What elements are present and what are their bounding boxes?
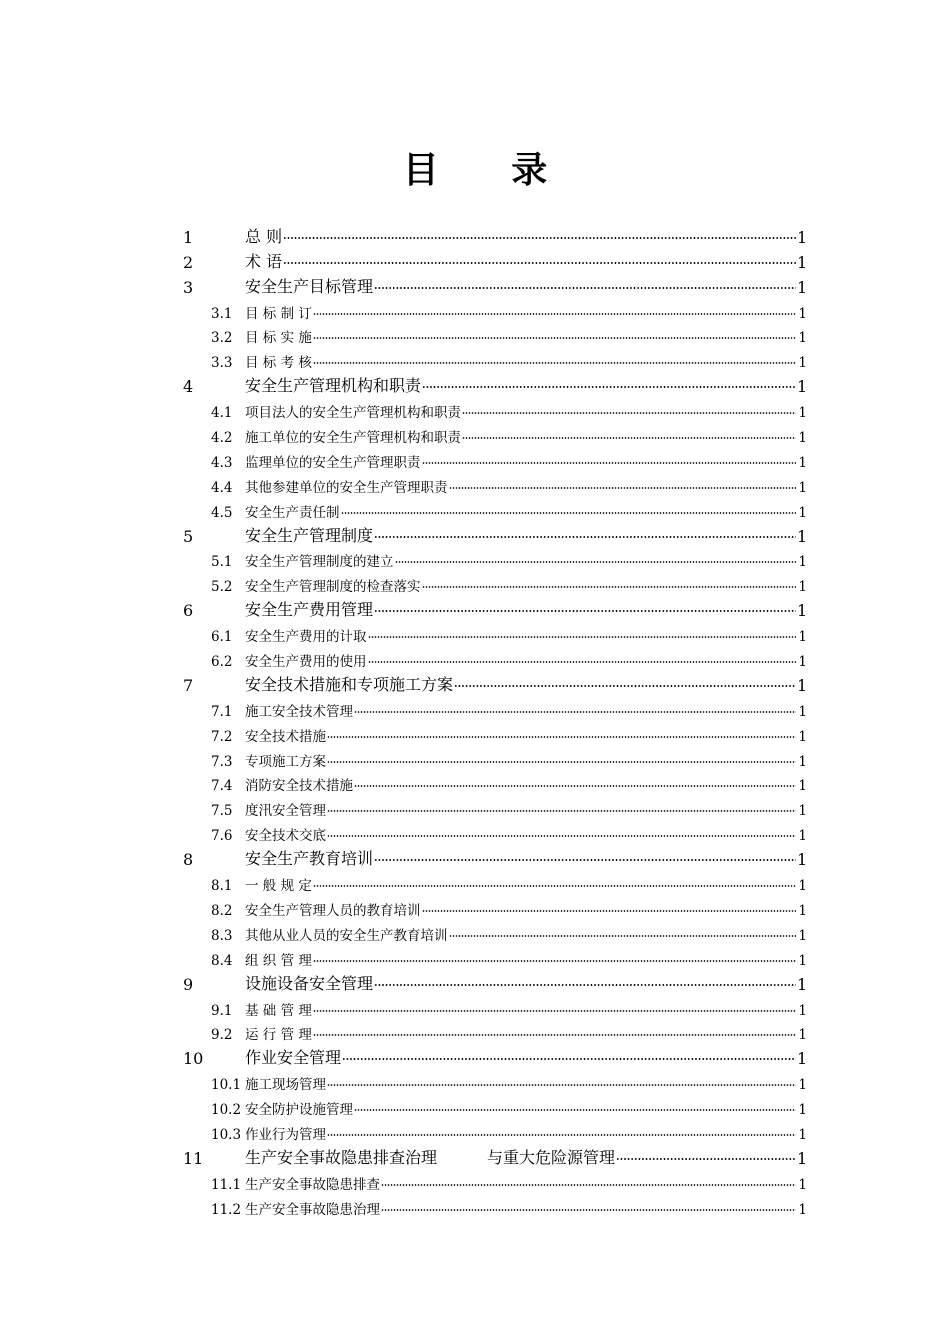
toc-entry-title-text: 安全生产管理人员的教育培训 xyxy=(245,902,421,919)
dot-leader xyxy=(449,933,797,939)
toc-entry-page-number: 1 xyxy=(798,355,807,372)
toc-entry-page-number: 1 xyxy=(798,405,807,422)
toc-entry-chapter[interactable] xyxy=(183,222,807,247)
toc-entry-title xyxy=(245,750,326,770)
toc-entry-title-text: 安全生产费用管理 xyxy=(245,600,374,620)
toc-entry-title xyxy=(245,1073,326,1093)
toc-entry-section[interactable] xyxy=(183,819,807,844)
toc-entry-page-number: 1 xyxy=(798,753,807,770)
toc-entry-section[interactable] xyxy=(183,894,807,919)
toc-entry-number: 3 xyxy=(183,277,194,297)
toc-entry-page-number: 1 xyxy=(798,1002,807,1019)
toc-entry-page-number: 1 xyxy=(798,479,807,496)
dot-leader xyxy=(422,460,797,466)
toc-entry-title xyxy=(245,373,421,396)
toc-entry-title-text: 目 标 制 订 xyxy=(245,305,312,322)
toc-entry-section[interactable] xyxy=(183,695,807,720)
toc-entry-page-number: 1 xyxy=(798,1027,807,1044)
toc-entry-number: 4.2 xyxy=(211,430,233,447)
toc-entry-title xyxy=(245,999,312,1019)
dot-leader xyxy=(374,982,796,988)
toc-entry-section[interactable] xyxy=(183,994,807,1019)
toc-entry-page-number: 1 xyxy=(798,728,807,745)
toc-entry-number: 8 xyxy=(183,850,194,870)
toc-entry-title-text: 施工单位的安全生产管理机构和职责 xyxy=(245,430,461,447)
dot-leader xyxy=(342,1056,796,1062)
dot-leader xyxy=(313,360,796,366)
toc-entry-title xyxy=(245,224,282,247)
dot-leader xyxy=(368,634,797,640)
dot-leader xyxy=(327,808,796,814)
toc-entry-title-text: 施工安全技术管理 xyxy=(245,703,353,720)
toc-entry-page-number: 1 xyxy=(798,828,807,845)
toc-entry-section[interactable] xyxy=(183,496,807,521)
toc-entry-section[interactable] xyxy=(183,1168,807,1193)
toc-entry-page-number: 1 xyxy=(797,1148,808,1168)
toc-entry-page-number: 1 xyxy=(797,377,808,397)
dot-leader xyxy=(327,734,796,740)
toc-entry-title-text: 设施设备安全管理 xyxy=(245,973,374,993)
toc-entry-title-text: 安全生产目标管理 xyxy=(245,276,374,296)
toc-entry-title xyxy=(245,700,353,720)
toc-entry-number: 1 xyxy=(183,227,194,247)
dot-leader xyxy=(374,285,796,291)
toc-entry-title-text: 安全生产责任制 xyxy=(245,504,340,521)
toc-entry-page-number: 1 xyxy=(798,430,807,447)
dot-leader xyxy=(354,1107,796,1113)
toc-entry-number: 10.1 xyxy=(211,1077,242,1094)
toc-entry-section[interactable] xyxy=(183,322,807,347)
toc-entry-title xyxy=(245,401,461,421)
toc-entry-title xyxy=(245,971,373,994)
toc-entry-number: 8.1 xyxy=(211,878,233,895)
toc-entry-page-number: 1 xyxy=(798,878,807,895)
toc-entry-section[interactable] xyxy=(183,471,807,496)
toc-entry-title-text: 组 织 管 理 xyxy=(245,952,312,969)
dot-leader xyxy=(374,857,796,863)
toc-entry-title xyxy=(245,476,448,496)
dot-leader xyxy=(327,1082,796,1088)
toc-entry-title-text: 生产安全事故隐患排查治理 xyxy=(245,1147,438,1167)
toc-entry-title-text: 安全生产管理制度的建立 xyxy=(245,554,394,571)
dot-leader xyxy=(313,883,796,889)
toc-entry-title xyxy=(245,351,312,371)
toc-entry-number: 11 xyxy=(183,1148,204,1168)
toc-entry-title xyxy=(245,650,367,670)
toc-entry-title-text: 生产安全事故隐患排查 xyxy=(245,1176,380,1193)
toc-entry-number: 3.3 xyxy=(211,355,233,372)
toc-entry-page-number: 1 xyxy=(798,1077,807,1094)
toc-entry-title-text: 监理单位的安全生产管理职责 xyxy=(245,454,421,471)
toc-entry-title-text: 基 础 管 理 xyxy=(245,1002,312,1019)
toc-entry-chapter[interactable] xyxy=(183,969,807,994)
toc-entry-title-text: 安全防护设施管理 xyxy=(245,1102,353,1119)
toc-entry-section[interactable] xyxy=(183,1193,807,1218)
toc-entry-page-number: 1 xyxy=(798,305,807,322)
toc-entry-title xyxy=(245,672,453,695)
dot-leader xyxy=(313,335,796,341)
toc-entry-title xyxy=(245,501,340,521)
toc-entry-number: 7.5 xyxy=(211,803,233,820)
dot-leader xyxy=(354,783,796,789)
toc-entry-number: 4.4 xyxy=(211,479,233,496)
toc-entry-title-text: 安全生产费用的计取 xyxy=(245,629,367,646)
toc-entry-number: 5.1 xyxy=(211,554,233,571)
toc-entry-section[interactable] xyxy=(183,297,807,322)
toc-entry-title xyxy=(245,874,312,894)
toc-entry-chapter[interactable] xyxy=(183,521,807,546)
toc-entry-title-text: 作业行为管理 xyxy=(245,1126,326,1143)
toc-entry-title-text: 一 般 规 定 xyxy=(245,878,312,895)
dot-leader xyxy=(395,559,797,565)
toc-entry-chapter[interactable] xyxy=(183,272,807,297)
toc-entry-number: 3.2 xyxy=(211,330,233,347)
toc-entry-page-number: 1 xyxy=(798,654,807,671)
toc-entry-number: 9.1 xyxy=(211,1002,233,1019)
dot-leader xyxy=(313,958,796,964)
toc-entry-title xyxy=(245,774,353,794)
toc-entry-title-text: 运 行 管 理 xyxy=(245,1027,312,1044)
toc-entry-section[interactable] xyxy=(183,620,807,645)
dot-leader xyxy=(341,510,797,516)
toc-entry-page-number: 1 xyxy=(798,1201,807,1218)
toc-entry-title-text: 目 标 考 核 xyxy=(245,355,312,372)
toc-entry-page-number: 1 xyxy=(798,952,807,969)
toc-entry-number: 11.1 xyxy=(211,1176,242,1193)
toc-entry-section[interactable] xyxy=(183,546,807,571)
toc-entry-number: 9.2 xyxy=(211,1027,233,1044)
toc-entry-title-text: 安全生产费用的使用 xyxy=(245,654,367,671)
toc-entry-title xyxy=(245,597,373,620)
toc-entry-page-number: 1 xyxy=(798,902,807,919)
dot-leader xyxy=(449,485,797,491)
toc-entry-chapter[interactable] xyxy=(183,247,807,272)
toc-entry-title xyxy=(245,1023,312,1043)
toc-entry-number: 7.3 xyxy=(211,753,233,770)
toc-entry-section[interactable] xyxy=(183,645,807,670)
toc-entry-section[interactable] xyxy=(183,570,807,595)
toc-entry-section[interactable] xyxy=(183,745,807,770)
toc-entry-section[interactable] xyxy=(183,794,807,819)
toc-entry-page-number: 1 xyxy=(798,778,807,795)
dot-leader xyxy=(422,584,797,590)
toc-entry-title xyxy=(245,1198,380,1218)
toc-entry-title xyxy=(245,575,421,595)
toc-entry-number: 8.4 xyxy=(211,952,233,969)
toc-entry-number: 8.3 xyxy=(211,927,233,944)
toc-entry-title xyxy=(245,302,312,322)
toc-entry-title-text: 作业安全管理 xyxy=(245,1048,342,1068)
toc-entry-page-number: 1 xyxy=(798,1126,807,1143)
toc-entry-page-number: 1 xyxy=(798,554,807,571)
toc-entry-title-text: 安全生产管理制度 xyxy=(245,525,374,545)
dot-leader xyxy=(374,608,796,614)
toc-entry-section[interactable] xyxy=(183,346,807,371)
toc-entry-page-number: 1 xyxy=(798,927,807,944)
toc-entry-title xyxy=(245,550,394,570)
toc-entry-number: 4.5 xyxy=(211,504,233,521)
toc-entry-title xyxy=(245,725,326,745)
dot-leader xyxy=(462,410,796,416)
toc-entry-title xyxy=(245,326,312,346)
toc-entry-chapter[interactable] xyxy=(183,844,807,869)
dot-leader xyxy=(327,759,796,765)
toc-entry-section[interactable] xyxy=(183,944,807,969)
toc-entry-title-text: 术 语 xyxy=(245,251,283,271)
toc-entry-title xyxy=(245,274,373,297)
toc-entry-title xyxy=(245,523,373,546)
toc-entry-section[interactable] xyxy=(183,446,807,471)
toc-entry-title xyxy=(245,799,326,819)
toc-entry-number: 7.2 xyxy=(211,728,233,745)
toc-entry-title-text: 其他参建单位的安全生产管理职责 xyxy=(245,479,448,496)
toc-entry-title xyxy=(245,1173,380,1193)
toc-entry-page-number: 1 xyxy=(797,252,808,272)
toc-entry-number: 9 xyxy=(183,974,194,994)
toc-entry-chapter[interactable] xyxy=(183,371,807,396)
toc-entry-number: 7.4 xyxy=(211,778,233,795)
dot-leader xyxy=(283,260,796,266)
toc-entry-page-number: 1 xyxy=(797,526,808,546)
toc-entry-number: 2 xyxy=(183,252,194,272)
toc-entry-title-text: 项目法人的安全生产管理机构和职责 xyxy=(245,405,461,422)
toc-entry-title xyxy=(245,924,448,944)
toc-entry-number: 5 xyxy=(183,526,194,546)
toc-entry-section[interactable] xyxy=(183,1068,807,1093)
toc-entry-section[interactable] xyxy=(183,421,807,446)
toc-entry-title xyxy=(245,426,461,446)
toc-entry-number: 4.1 xyxy=(211,405,233,422)
dot-leader xyxy=(368,659,797,665)
toc-entry-title-text: 安全生产教育培训 xyxy=(245,849,374,869)
toc-entry-title xyxy=(245,1098,353,1118)
toc-entry-section[interactable] xyxy=(183,1019,807,1044)
toc-entry-title-text: 度汛安全管理 xyxy=(245,803,326,820)
dot-leader xyxy=(422,908,797,914)
toc-entry-title-text: 安全技术措施 xyxy=(245,728,326,745)
toc-entry-title xyxy=(245,1123,326,1143)
toc-entry-number: 7 xyxy=(183,675,194,695)
dot-leader xyxy=(354,709,796,715)
toc-entry-chapter[interactable] xyxy=(183,595,807,620)
dot-leader xyxy=(422,384,796,390)
dot-leader xyxy=(313,1008,796,1014)
toc-entry-chapter[interactable] xyxy=(183,670,807,695)
toc-entry-number: 10 xyxy=(183,1049,204,1069)
toc-entry-page-number: 1 xyxy=(798,703,807,720)
dot-leader xyxy=(327,833,796,839)
dot-leader xyxy=(381,1182,796,1188)
toc-entry-title-text: 生产安全事故隐患治理 xyxy=(245,1201,380,1218)
page-title: 目 录 xyxy=(402,149,578,191)
toc-entry-title-text: 专项施工方案 xyxy=(245,753,326,770)
toc-entry-section[interactable] xyxy=(183,720,807,745)
toc-entry-title-text: 安全生产管理机构和职责 xyxy=(245,376,422,396)
toc-entry-page-number: 1 xyxy=(797,675,808,695)
toc-entry-page-number: 1 xyxy=(798,454,807,471)
toc-entry-chapter[interactable] xyxy=(183,1043,807,1068)
dot-leader xyxy=(462,435,796,441)
toc-entry-page-number: 1 xyxy=(797,974,808,994)
toc-entry-page-number: 1 xyxy=(797,850,808,870)
dot-leader xyxy=(616,1156,796,1162)
toc-entry-title-text: 安全生产管理制度的检查落实 xyxy=(245,579,421,596)
toc-entry-page-number: 1 xyxy=(798,1102,807,1119)
toc-entry-section[interactable] xyxy=(183,770,807,795)
toc-entry-chapter[interactable] xyxy=(183,1143,807,1168)
table-of-contents xyxy=(183,222,807,1218)
toc-entry-page-number: 1 xyxy=(798,629,807,646)
toc-entry-page-number: 1 xyxy=(798,1176,807,1193)
toc-entry-title-text-continued: 与重大危险源管理 xyxy=(487,1147,616,1167)
dot-leader xyxy=(454,683,796,689)
toc-entry-title-text: 总 则 xyxy=(245,226,283,246)
toc-entry-number: 5.2 xyxy=(211,579,233,596)
toc-entry-page-number: 1 xyxy=(798,803,807,820)
toc-entry-title-text: 消防安全技术措施 xyxy=(245,778,353,795)
toc-entry-section[interactable] xyxy=(183,869,807,894)
toc-entry-section[interactable] xyxy=(183,1118,807,1143)
toc-entry-page-number: 1 xyxy=(798,579,807,596)
dot-leader xyxy=(313,311,796,317)
toc-entry-page-number: 1 xyxy=(798,504,807,521)
toc-entry-number: 4.3 xyxy=(211,454,233,471)
toc-entry-number: 8.2 xyxy=(211,902,233,919)
toc-entry-title xyxy=(245,249,282,272)
toc-entry-page-number: 1 xyxy=(798,330,807,347)
toc-entry-section[interactable] xyxy=(183,1093,807,1118)
dot-leader xyxy=(283,235,796,241)
toc-entry-title-text: 目 标 实 施 xyxy=(245,330,312,347)
toc-entry-number: 10.2 xyxy=(211,1102,242,1119)
toc-entry-number: 7.1 xyxy=(211,703,233,720)
dot-leader xyxy=(381,1207,796,1213)
toc-entry-title-text: 其他从业人员的安全生产教育培训 xyxy=(245,927,448,944)
toc-entry-number: 6 xyxy=(183,601,194,621)
dot-leader xyxy=(374,534,796,540)
toc-entry-title-text: 安全技术交底 xyxy=(245,828,326,845)
toc-entry-title xyxy=(245,846,373,869)
toc-entry-number: 6.2 xyxy=(211,654,233,671)
toc-entry-title xyxy=(245,1145,615,1168)
toc-entry-number: 10.3 xyxy=(211,1126,242,1143)
dot-leader xyxy=(327,1132,796,1138)
toc-entry-page-number: 1 xyxy=(797,1049,808,1069)
toc-entry-number: 7.6 xyxy=(211,828,233,845)
toc-entry-number: 4 xyxy=(183,377,194,397)
toc-entry-title-text: 施工现场管理 xyxy=(245,1077,326,1094)
toc-entry-number: 11.2 xyxy=(211,1201,242,1218)
toc-entry-title xyxy=(245,451,421,471)
toc-entry-section[interactable] xyxy=(183,919,807,944)
toc-entry-number: 6.1 xyxy=(211,629,233,646)
toc-entry-title-text: 安全技术措施和专项施工方案 xyxy=(245,674,454,694)
toc-entry-title xyxy=(245,824,326,844)
toc-entry-title xyxy=(245,899,421,919)
toc-entry-page-number: 1 xyxy=(797,277,808,297)
toc-entry-page-number: 1 xyxy=(797,601,808,621)
toc-entry-title xyxy=(245,949,312,969)
toc-entry-section[interactable] xyxy=(183,396,807,421)
toc-entry-title xyxy=(245,625,367,645)
toc-entry-title xyxy=(245,1045,341,1068)
toc-entry-page-number: 1 xyxy=(797,227,808,247)
dot-leader xyxy=(313,1032,796,1038)
toc-entry-number: 3.1 xyxy=(211,305,233,322)
